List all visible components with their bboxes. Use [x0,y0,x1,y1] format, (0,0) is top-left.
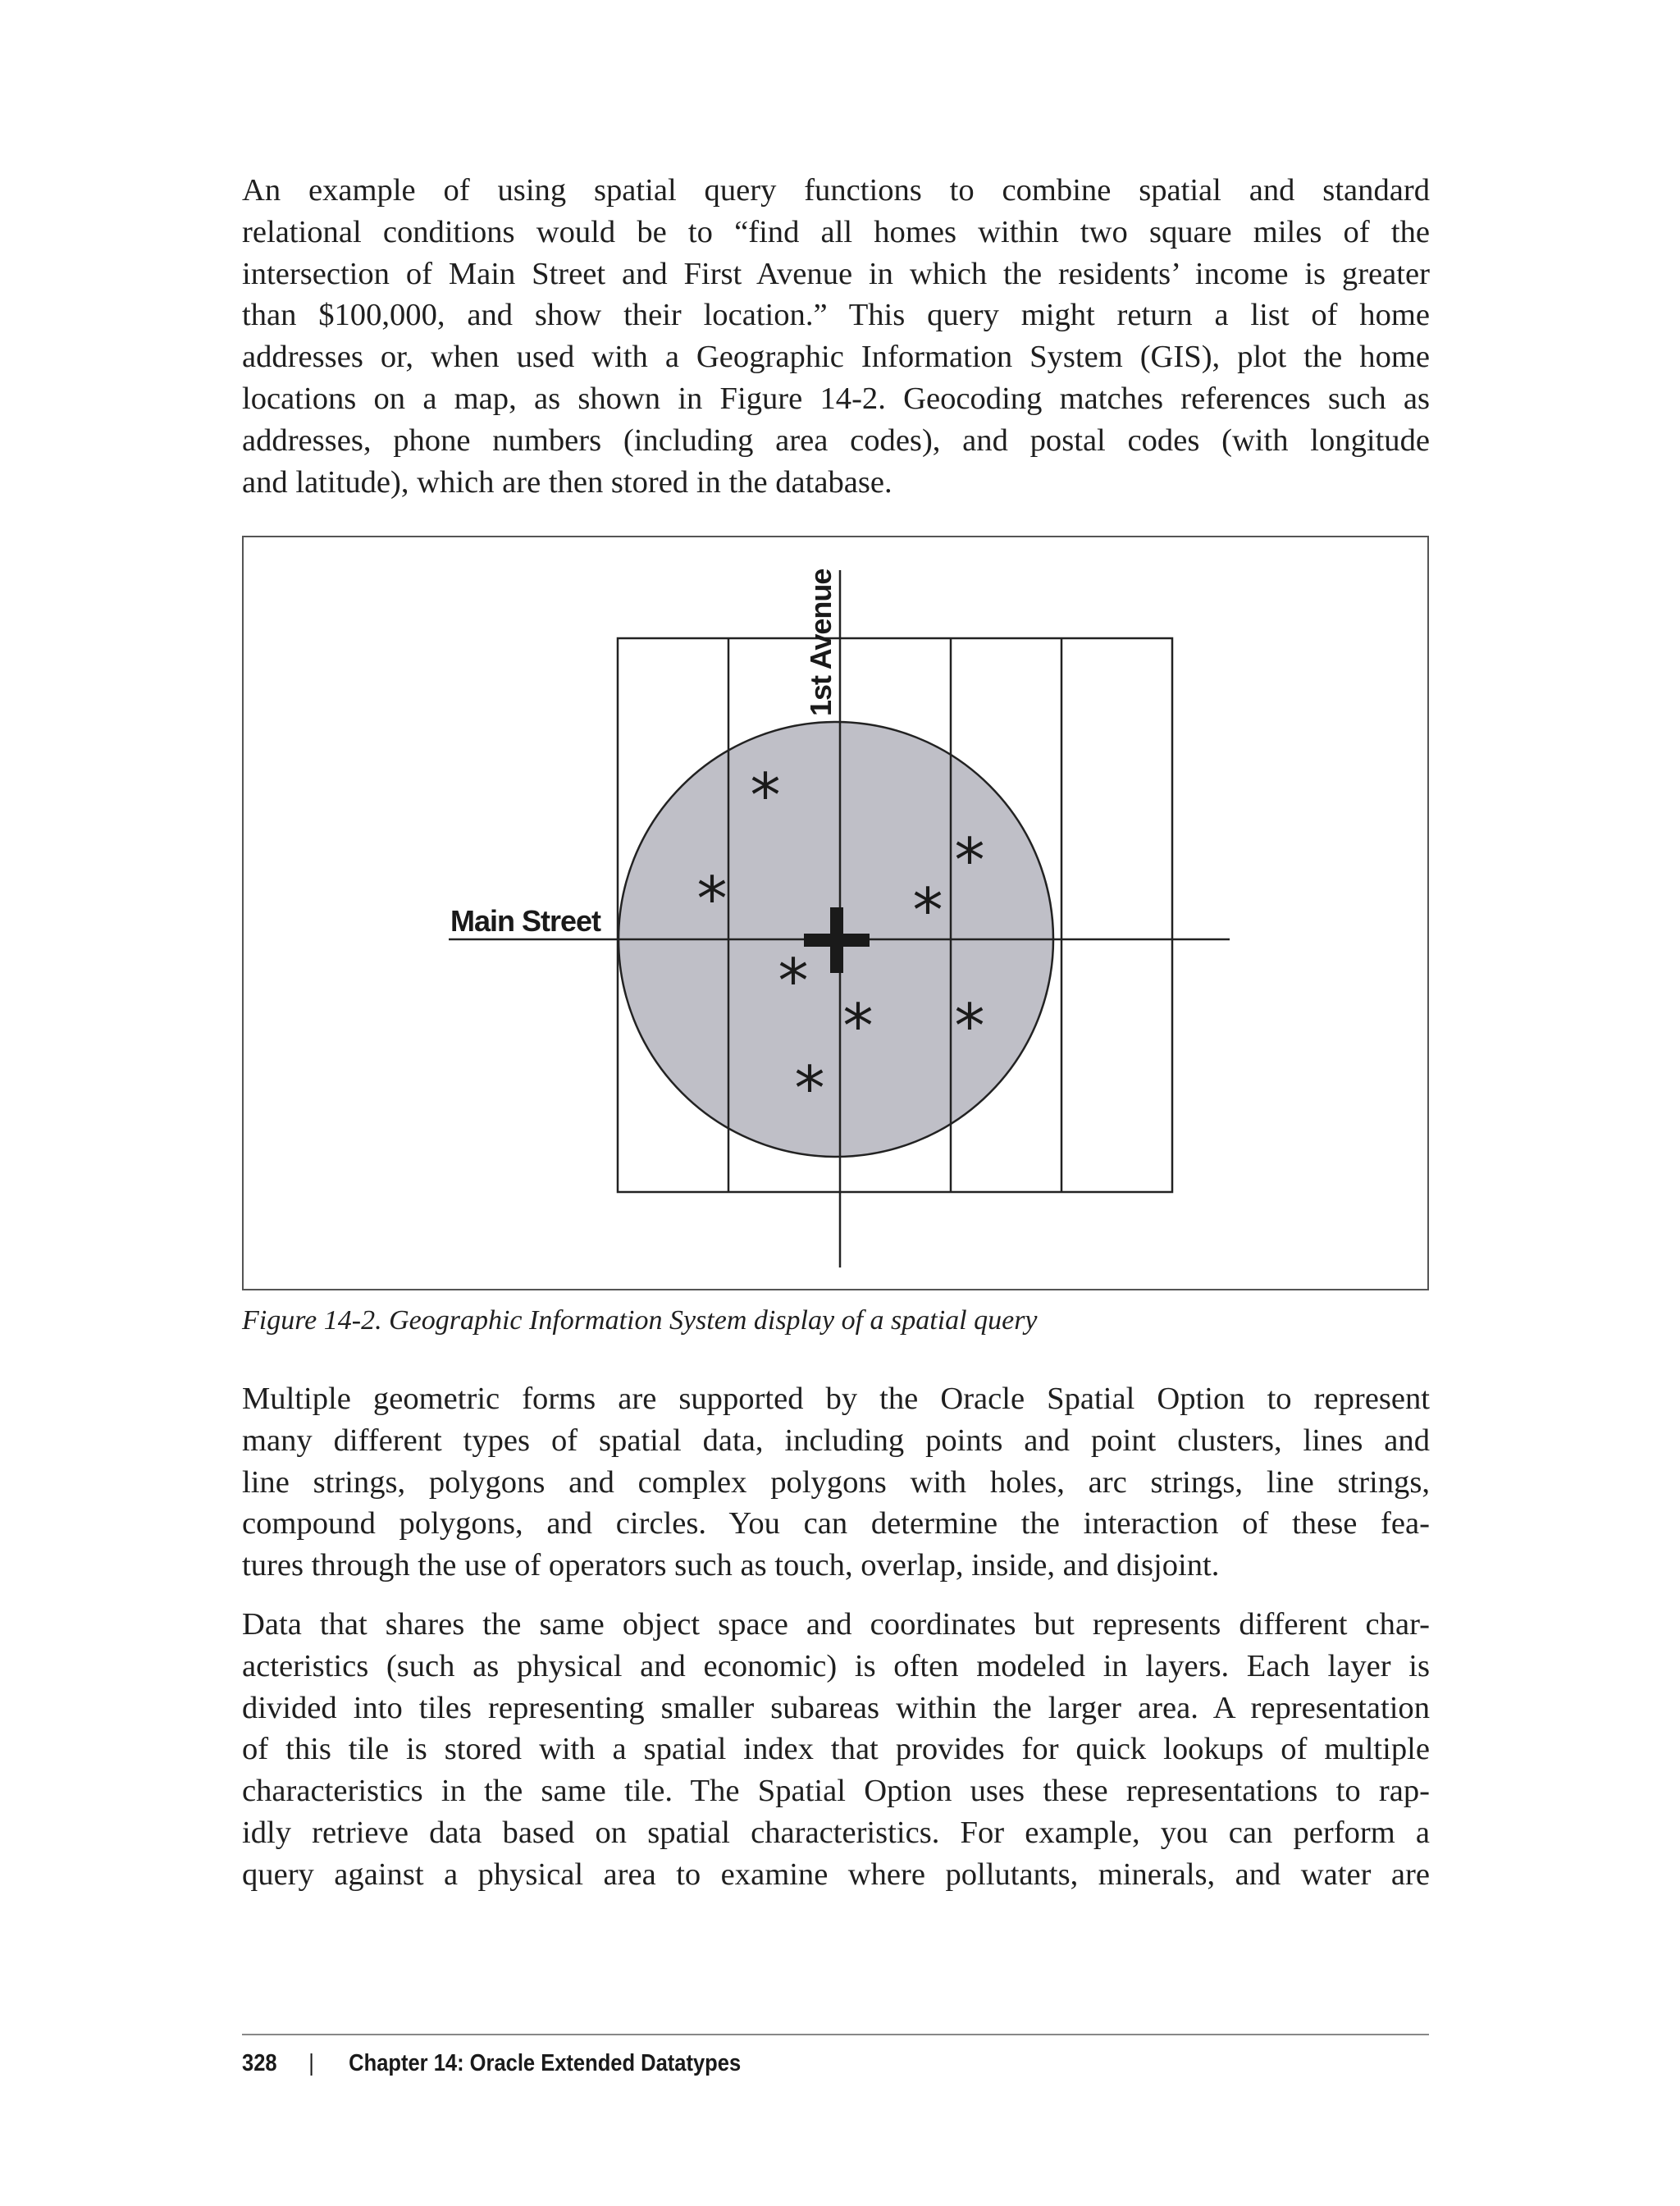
paragraph-line: of this tile is stored with a spatial index that provides for quick lookups of multiple [242,1732,1430,1767]
paragraph-layers [242,1604,1430,1896]
paragraph-intro [242,170,1430,503]
paragraph-line: An example of using spatial query functions to combine spatial and standard [242,173,1430,208]
main-street-label: Main Street [450,904,601,938]
paragraph-line: intersection of Main Street and First Avenue in which the residents’ income is greater [242,256,1430,291]
home-marker: * [954,991,985,1062]
gis-map-figure [244,537,1427,1289]
paragraph-line: characteristics in the same tile. The Spatial Option uses these representations to rap- [242,1774,1430,1809]
paragraph-line: Data that shares the same object space and coordinates but represents different char- [242,1607,1430,1642]
home-marker: * [794,1053,825,1124]
home-marker: * [912,875,943,946]
footer-rule [242,2034,1429,2035]
paragraph-line: and latitude), which are then stored in the database. [242,464,892,500]
home-marker: * [750,760,781,831]
paragraph-line: addresses, phone numbers (including area codes), and postal codes (with longitude [242,422,1430,458]
home-marker: * [842,991,874,1062]
paragraph-line: line strings, polygons and complex polygons with holes, arc strings, line strings, [242,1464,1430,1500]
paragraph-line: relational conditions would be to “find all homes within two square miles of the [242,214,1430,249]
paragraph-line: than $100,000, and show their location.” This query might return a list of home [242,298,1430,333]
home-marker: * [696,864,728,934]
paragraph-line: many different types of spatial data, including points and point clusters, lines and [242,1423,1430,1458]
footer-separator: | [308,2050,314,2076]
paragraph-line: query against a physical area to examine where pollutants, minerals, and water are [242,1857,1430,1892]
paragraph-line: acteristics (such as physical and economic) is often modeled in layers. Each layer is [242,1648,1430,1683]
paragraph-line: tures through the use of operators such as touch, overlap, inside, and disjoint. [242,1548,1220,1583]
paragraph-line: addresses or, when used with a Geographic Information System (GIS), plot the home [242,340,1430,375]
paragraph-line: compound polygons, and circles. You can determine the interaction of these fea- [242,1506,1430,1541]
paragraph-line: locations on a map, as shown in Figure 14-2. Geocoding matches references such as [242,381,1430,416]
first-avenue-label: 1st Avenue [804,569,838,716]
chapter-title: Chapter 14: Oracle Extended Datatypes [349,2050,742,2076]
figure-14-2 [242,536,1429,1290]
home-marker: * [954,825,985,896]
paragraph-line: idly retrieve data based on spatial characteristics. For example, you can perform a [242,1815,1430,1850]
intersection-cross-horizontal [804,934,870,947]
paragraph-geometric-forms [242,1378,1430,1587]
paragraph-line: divided into tiles representing smaller subareas within the larger area. A representation [242,1690,1430,1725]
page-footer [242,2047,741,2080]
figure-caption: Figure 14-2. Geographic Information System display of a spatial query [242,1305,1038,1336]
home-marker: * [778,946,809,1016]
page-number: 328 [242,2050,277,2076]
paragraph-line: Multiple geometric forms are supported by the Oracle Spatial Option to represent [242,1382,1430,1416]
